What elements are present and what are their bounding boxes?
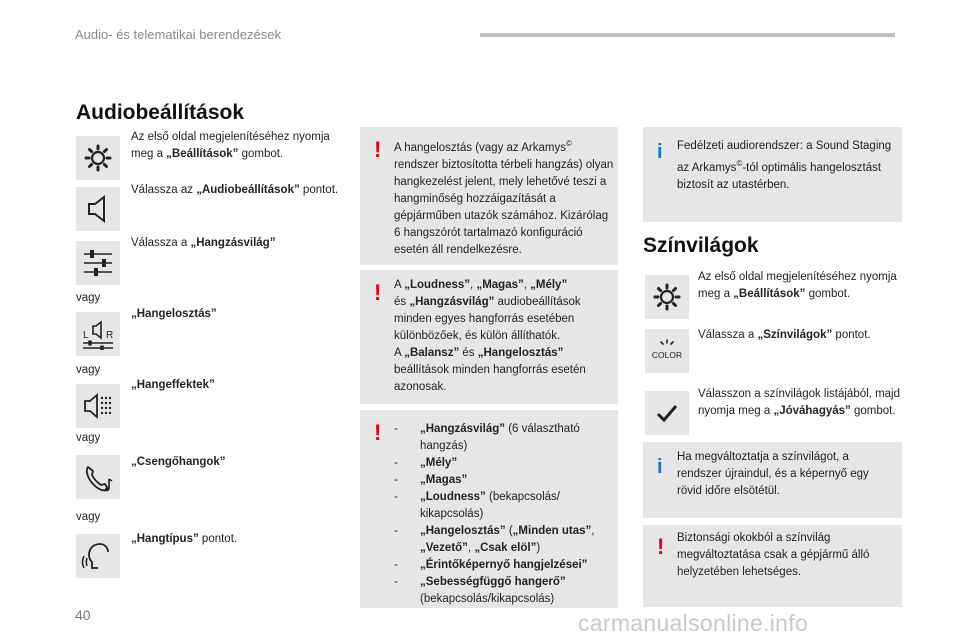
warning-mark-icon: !	[374, 137, 382, 162]
list-item: - „Érintőképernyő hangjelzései”	[394, 559, 588, 571]
step-text: Az első oldal megjelenítéséhez nyomja meg a „Beállítások” gombot.	[131, 131, 330, 160]
page-number: 40	[75, 607, 91, 623]
or-label: vagy	[76, 292, 101, 304]
warning-mark-icon: !	[374, 420, 382, 445]
info-mark-icon: i	[657, 141, 663, 163]
info-mark-icon: i	[657, 456, 663, 478]
color-icon	[649, 333, 685, 369]
step-text: „Hangtípus” pontot.	[131, 533, 238, 545]
section-title-colors: Színvilágok	[643, 234, 759, 257]
info-panel-color-change	[643, 442, 902, 518]
step-icon-box	[76, 384, 120, 428]
voice-icon	[80, 538, 116, 574]
step-icon-box	[76, 455, 120, 499]
warning-panel-settings	[360, 270, 618, 404]
or-label: vagy	[76, 511, 101, 523]
panel-text: A hangelosztás (vagy az Arkamys© rendszer biztosította térbeli hangzás) olyan hangkezelést jelent, mely lehetővé teszi a hangminőség hozzáigazítását a gépjárműben utazók számához. Kizárólag 6 hangszórót tartalmazó konfiguráció esetén áll rendelkezésre.	[394, 139, 614, 256]
step-text: „Hangeffektek”	[131, 379, 215, 391]
step-icon-box	[76, 534, 120, 578]
warning-panel-safety	[643, 525, 902, 607]
warning-panel-list	[360, 410, 618, 608]
step-icon-box	[76, 312, 120, 356]
or-label: vagy	[76, 432, 101, 444]
svg-text:L: L	[83, 330, 89, 341]
step-icon-box	[645, 391, 689, 435]
warning-mark-icon: !	[374, 280, 382, 305]
step-text: Az első oldal megjelenítéséhez nyomja meg a „Beállítások” gombot.	[698, 271, 897, 300]
step-text: „Csengőhangok”	[131, 456, 226, 468]
warning-panel-sound-staging	[360, 127, 618, 265]
panel-text: Fedélzeti audiorendszer: a Sound Staging az Arkamys©-tól optimális hangelosztást biztosít az utastérben.	[677, 140, 892, 191]
watermark: carmanualsonline.info	[578, 610, 809, 636]
settings-gear-icon	[649, 279, 685, 315]
list-item: - „Sebességfüggő hangerő” (bekapcsolás/kikapcsolás)	[394, 576, 566, 605]
checkmark-icon	[649, 395, 685, 431]
step-text: Válassza a „Színvilágok” pontot.	[698, 329, 871, 341]
panel-text: Ha megváltoztatja a színvilágot, a rendszer újraindul, és a képernyő egy rövid időre elsötétül.	[677, 451, 869, 497]
or-label: vagy	[76, 364, 101, 376]
panel-text: Biztonsági okokból a színvilág megváltoztatása csak a gépjármű álló helyzetében lehetséges.	[677, 532, 870, 578]
options-list	[394, 421, 616, 608]
header-title: Audio- és telematikai berendezések	[75, 27, 281, 42]
sliders-icon	[80, 245, 116, 281]
speaker-icon	[80, 191, 116, 227]
list-item: - „Hangzásvilág” (6 választható hangzás)	[394, 423, 580, 452]
step-icon-box	[76, 136, 120, 180]
panel-text: A „Loudness”, „Magas”, „Mély” és „Hangzásvilág” audiobeállítások minden egyes hangforrás esetében különbözőek, és külön állíthatók. A „Balansz” és „Hangelosztás” beállítások minden hangforrás esetén azonosak.	[394, 279, 586, 393]
list-item: - „Loudness” (bekapcsolás/ kikapcsolás)	[394, 491, 560, 520]
step-icon-box	[76, 241, 120, 285]
info-panel-sound-staging	[643, 127, 902, 222]
step-icon-box	[645, 329, 689, 373]
step-text: Válassza az „Audiobeállítások” pontot.	[131, 184, 339, 196]
step-icon-box	[76, 187, 120, 231]
sound-effects-icon	[80, 388, 116, 424]
settings-gear-icon	[80, 140, 116, 176]
balance-icon	[80, 316, 116, 352]
ringtone-icon	[80, 459, 116, 495]
list-item: - „Magas”	[394, 474, 468, 486]
section-title-audio: Audiobeállítások	[76, 101, 245, 124]
svg-text:COLOR: COLOR	[651, 350, 683, 360]
svg-text:R: R	[106, 330, 114, 341]
list-item: - „Mély”	[394, 457, 458, 469]
step-text: Válasszon a színvilágok listájából, majd nyomja meg a „Jóváhagyás” gombot.	[698, 388, 900, 417]
warning-mark-icon: !	[657, 534, 665, 559]
step-icon-box	[645, 275, 689, 319]
step-text: „Hangelosztás”	[131, 308, 217, 320]
header-bar	[480, 33, 895, 37]
list-item: - „Hangelosztás” („Minden utas”, „Vezető”, „Csak elöl”)	[394, 525, 595, 554]
step-text: Válassza a „Hangzásvilág”	[131, 237, 276, 249]
